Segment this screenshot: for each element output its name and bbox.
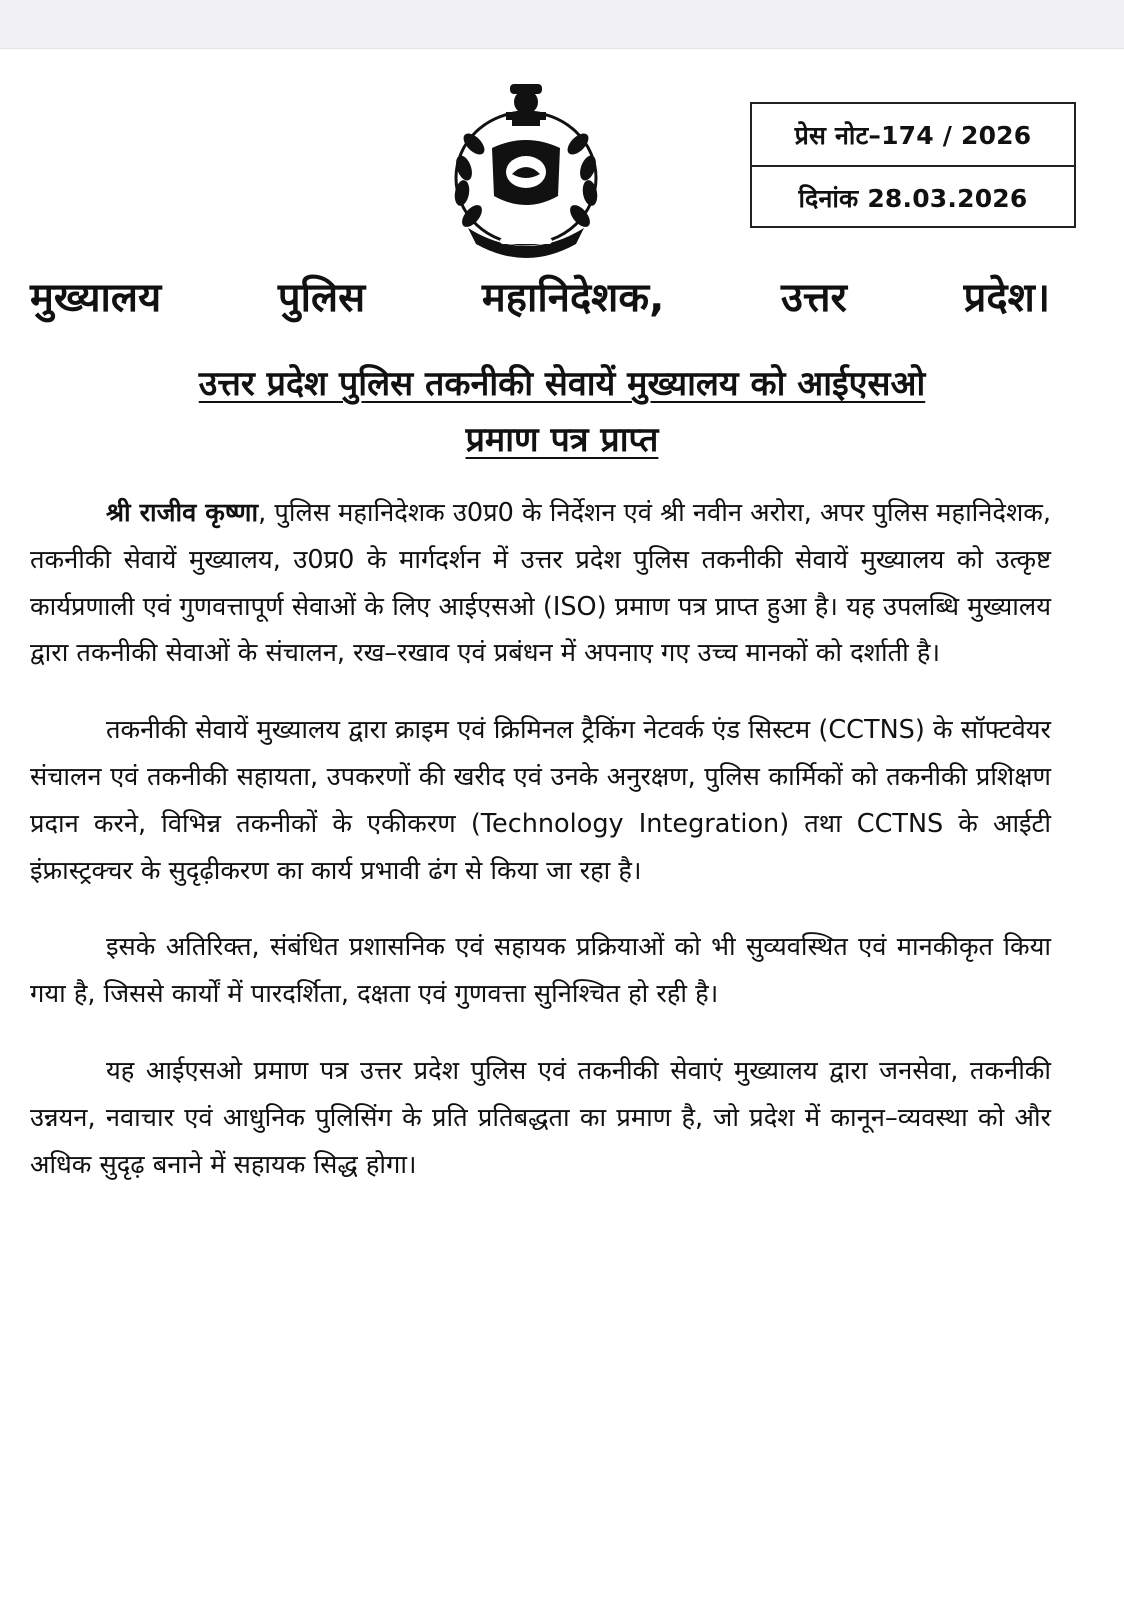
headline-line-2: प्रमाण पत्र प्राप्त [465,420,659,460]
office-word: मुख्यालय [30,275,162,321]
paragraph-3: इसके अतिरिक्त, संबंधित प्रशासनिक एवं सहायक प्रक्रियाओं को भी सुव्यवस्थित एवं मानकीकृत किया गया है, जिससे कार्यों में पारदर्शिता, दक्षता एवं गुणवत्ता सुनिश्चित हो रही है। [30,932,1051,1010]
dgp-name: श्री राजीव कृष्णा [106,498,259,528]
office-word: पुलिस [277,275,366,321]
office-word: प्रदेश। [963,275,1050,321]
press-note-number: प्रेस नोट–174 / 2026 [794,120,1032,150]
headline-line-1: उत्तर प्रदेश पुलिस तकनीकी सेवायें मुख्यालय को आईएसओ [198,364,926,404]
office-word: महानिदेशक, [481,275,665,321]
paragraph-2: तकनीकी सेवायें मुख्यालय द्वारा क्राइम एवं क्रिमिनल ट्रैकिंग नेटवर्क एंड सिस्टम (CCTNS) के सॉफ्टवेयर संचालन एवं तकनीकी सहायता, उपकरणों की खरीद एवं उनके अनुरक्षण, पुलिस कार्मिकों को तकनीकी प्रशिक्षण प्रदान करने, विभिन्न तकनीकों के एकीकरण (Technology Integration) तथा CCTNS के आईटी इंफ्रास्ट्रक्चर के सुदृढ़ीकरण का कार्य प्रभावी ढंग से किया जा रहा है। [30,715,1051,886]
press-note-headline [40,356,1084,468]
paragraph-4: यह आईएसओ प्रमाण पत्र उत्तर प्रदेश पुलिस एवं तकनीकी सेवाएं मुख्यालय द्वारा जनसेवा, तकनीकी उन्नयन, नवाचार एवं आधुनिक पुलिसिंग के प्रति प्रतिबद्धता का प्रमाण है, जो प्रदेश में कानून–व्यवस्था को और अधिक सुदृढ़ बनाने में सहायक सिद्ध होगा। [30,1055,1051,1180]
paragraph-1 [30,490,1051,677]
up-police-emblem-icon [440,78,612,262]
paragraph-1-text: , पुलिस महानिदेशक उ0प्र0 के निर्देशन एवं श्री नवीन अरोरा, अपर पुलिस महानिदेशक, तकनीकी सेवायें मुख्यालय, उ0प्र0 के मार्गदर्शन में उत्तर प्रदेश पुलिस तकनीकी सेवायें मुख्यालय को उत्कृष्ट कार्यप्रणाली एवं गुणवत्तापूर्ण सेवाओं के लिए आईएसओ (ISO) प्रमाण पत्र प्राप्त हुआ है। यह उपलब्धि मुख्यालय द्वारा तकनीकी सेवाओं के संचालन, रख–रखाव एवं प्रबंधन में अपनाए गए उच्च मानकों को दर्शाती है। [30,498,1051,669]
office-word: उत्तर [781,275,847,321]
press-note-box [750,102,1076,228]
press-note-body [30,490,1051,1218]
press-note-date: दिनांक 28.03.2026 [752,165,1074,228]
viewer-top-bar [0,0,1124,49]
issuing-office-title [30,268,1050,328]
